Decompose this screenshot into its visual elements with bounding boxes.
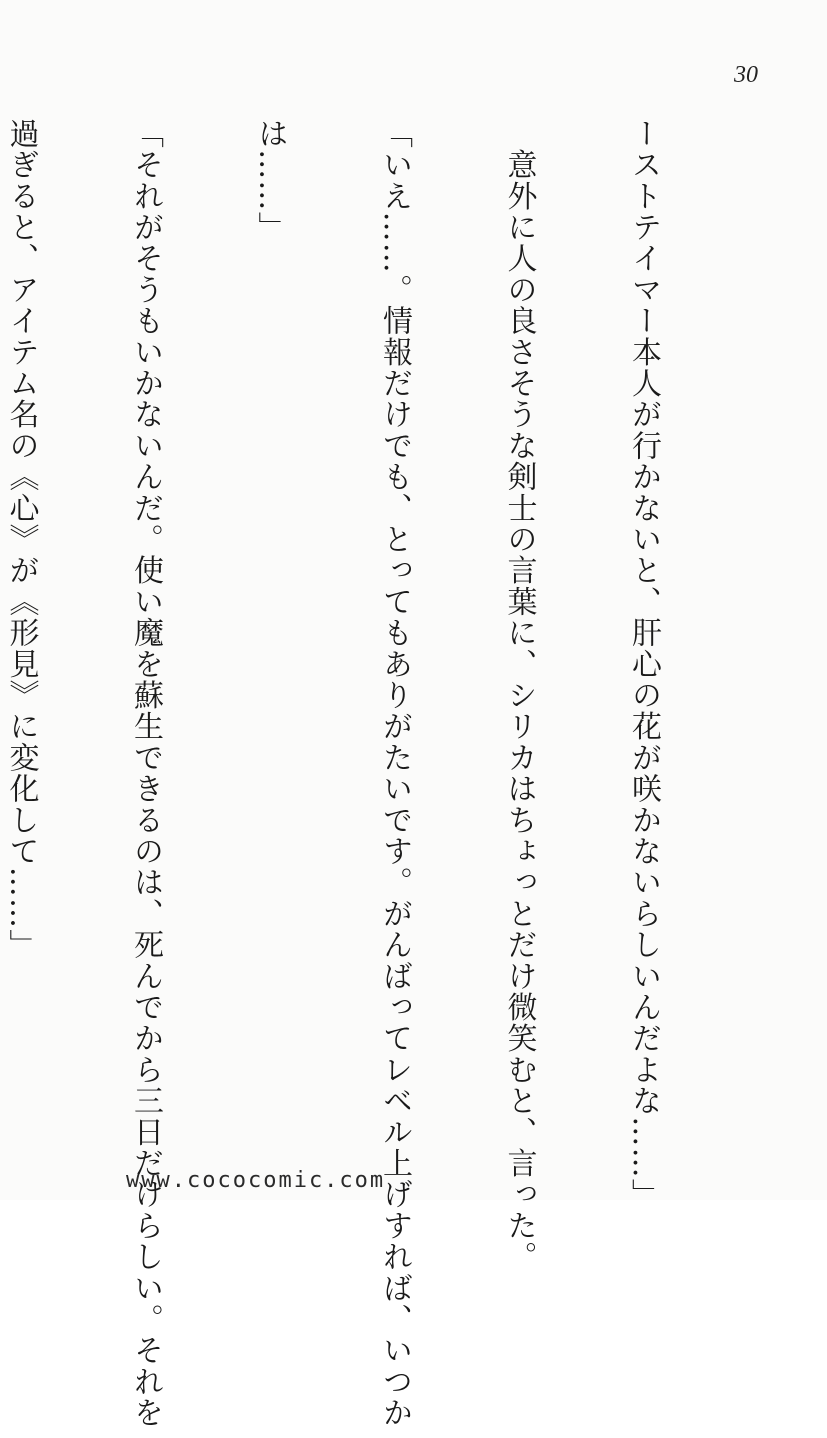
watermark-url: www.cococomic.com [126, 1168, 386, 1193]
text-line: 「それがそうもいかないんだ。使い魔を蘇生できるのは、死んでから三日だけらしい。それを [128, 118, 163, 1429]
text-line: 過ぎると、アイテム名の《心》が《形見》に変化して……」 [3, 118, 39, 961]
page-number: 30 [734, 62, 758, 88]
text-line: 「いえ……。情報だけでも、とってもありがたいです。がんばってレベル上げすれば、いつか [377, 118, 412, 1429]
text-line: は……」 [252, 118, 288, 243]
text-line: 意外に人の良さそうな剣士の言葉に、シリカはちょっとだけ微笑むと、言った。 [501, 118, 537, 1273]
text-line: ーストテイマー本人が行かないと、肝心の花が咲かないらしいんだよな……」 [626, 118, 661, 1210]
